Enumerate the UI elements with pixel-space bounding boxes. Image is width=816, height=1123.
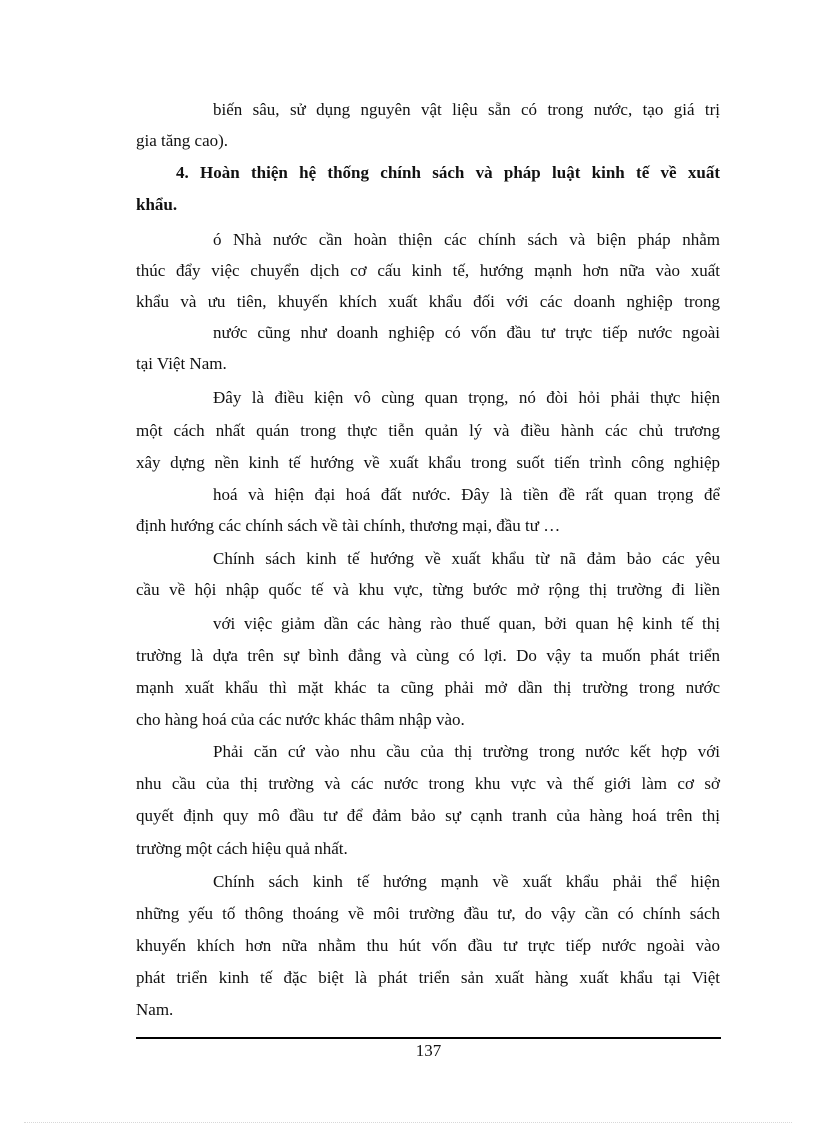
body-line: trường là dựa trên sự bình đẳng và cùng có lợi. Do vậy ta muốn phát triển (136, 646, 720, 665)
page-number: 137 (415, 1041, 442, 1060)
body-line: thúc đẩy việc chuyển dịch cơ cấu kinh tế, hướng mạnh hơn nữa vào xuất (136, 261, 720, 280)
body-line: định hướng các chính sách về tài chính, thương mại, đầu tư … (136, 516, 561, 535)
body-line: tại Việt Nam. (136, 354, 227, 373)
body-line: Nam. (136, 1000, 174, 1019)
body-line: khẩu và ưu tiên, khuyến khích xuất khẩu đối với các doanh nghiệp trong (136, 292, 720, 311)
body-line: trường một cách hiệu quả nhất. (136, 839, 348, 858)
body-line: nước cũng như doanh nghiệp có vốn đầu tư trực tiếp nước ngoài (213, 323, 720, 342)
body-line: Đây là điều kiện vô cùng quan trọng, nó đòi hỏi phải thực hiện (213, 388, 720, 407)
section-heading: 4. Hoàn thiện hệ thống chính sách và pháp luật kinh tế về xuất (176, 163, 720, 182)
body-line: với việc giảm dần các hàng rào thuế quan, bởi quan hệ kinh tế thị (213, 614, 720, 633)
body-line: Chính sách kinh tế hướng mạnh về xuất khẩu phải thể hiện (213, 872, 720, 891)
body-line: gia tăng cao). (136, 131, 229, 150)
body-line: mạnh xuất khẩu thì mặt khác ta cũng phải mở dần thị trường trong nước (136, 678, 720, 697)
body-line: cho hàng hoá của các nước khác thâm nhập vào. (136, 710, 465, 729)
body-line: phát triển kinh tế đặc biệt là phát triển sản xuất hàng xuất khẩu tại Việt (136, 968, 720, 987)
body-line: cầu về hội nhập quốc tế và khu vực, từng bước mở rộng thị trường đi liền (136, 580, 720, 599)
body-line: hoá và hiện đại hoá đất nước. Đây là tiền đề rất quan trọng để (213, 485, 720, 504)
body-line: những yếu tố thông thoáng về môi trường đầu tư, do vậy cần có chính sách (136, 904, 720, 923)
body-line: Phải căn cứ vào nhu cầu của thị trường trong nước kết hợp với (213, 742, 720, 761)
body-line: nhu cầu của thị trường và các nước trong khu vực và thế giới làm cơ sở (136, 774, 720, 793)
body-line: xây dựng nền kinh tế hướng về xuất khẩu trong suốt tiến trình công nghiệp (136, 453, 720, 472)
body-line: khuyến khích hơn nữa nhằm thu hút vốn đầu tư trực tiếp nước ngoài vào (136, 936, 720, 955)
footer-rule (136, 1037, 721, 1039)
body-line: biến sâu, sử dụng nguyên vật liệu sẵn có trong nước, tạo giá trị (213, 100, 720, 119)
body-line: ó Nhà nước cần hoàn thiện các chính sách và biện pháp nhằm (213, 230, 720, 249)
section-heading-continuation: khẩu. (136, 195, 178, 214)
body-line: một cách nhất quán trong thực tiễn quản lý và điều hành các chủ trương (136, 421, 720, 440)
body-line: quyết định quy mô đầu tư để đảm bảo sự cạnh tranh của hàng hoá trên thị (136, 806, 720, 825)
body-line: Chính sách kinh tế hướng về xuất khẩu từ nã đảm bảo các yêu (213, 549, 720, 568)
